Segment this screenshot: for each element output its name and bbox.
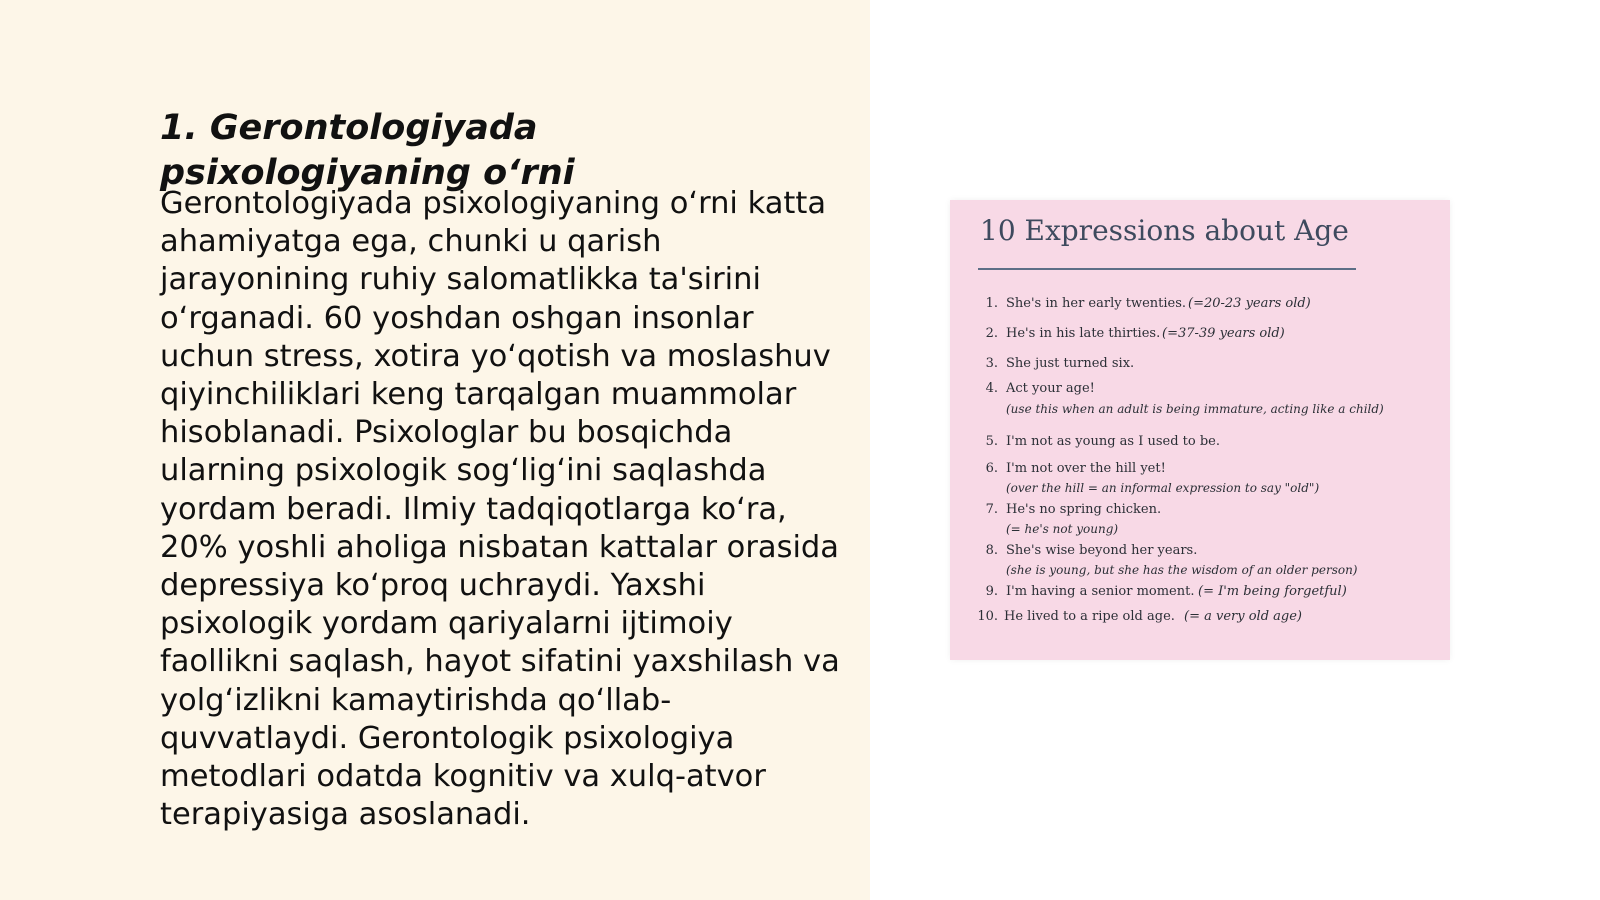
item-number: 6.: [985, 461, 998, 476]
slide-title: 1. Gerontologiyada psixologiyaning o‘rni: [160, 108, 575, 193]
item-text: I'm not as young as I used to be.: [1006, 434, 1220, 449]
item-text: He's in his late thirties.: [1006, 326, 1161, 341]
item-text: Act your age!: [1006, 381, 1095, 396]
item-note: (= I'm being forgetful): [1198, 584, 1347, 599]
item-note: (=20-23 years old): [1188, 296, 1311, 311]
item-number: 2.: [985, 326, 998, 341]
title-underline: [978, 268, 1356, 270]
item-text: She just turned six.: [1006, 356, 1135, 371]
item-text: I'm having a senior moment.: [1006, 584, 1195, 599]
item-number: 3.: [985, 356, 998, 371]
expressions-title: 10 Expressions about Age: [980, 214, 1349, 247]
item-text: She's in her early twenties.: [1006, 296, 1187, 311]
item-number: 4.: [985, 381, 998, 396]
item-note: (=37-39 years old): [1162, 326, 1285, 341]
item-number: 1.: [985, 296, 998, 311]
item-number: 8.: [985, 543, 998, 558]
item-number: 7.: [985, 502, 998, 517]
item-text: He's no spring chicken.: [1006, 502, 1162, 517]
item-number: 10.: [977, 609, 998, 624]
item-number: 9.: [985, 584, 998, 599]
item-number: 5.: [985, 434, 998, 449]
item-text: I'm not over the hill yet!: [1006, 461, 1166, 476]
item-note: (over the hill = an informal expression to say "old"): [1006, 481, 1320, 495]
item-text: He lived to a ripe old age.: [1004, 609, 1175, 624]
item-note: (use this when an adult is being immature, acting like a child): [1006, 402, 1384, 416]
item-note: (= a very old age): [1184, 609, 1302, 624]
expressions-image: [950, 200, 1450, 660]
item-text: She's wise beyond her years.: [1006, 543, 1198, 558]
item-note: (= he's not young): [1006, 522, 1119, 536]
body-paragraph: Gerontologiyada psixologiyaning o‘rni katta ahamiyatga ega, chunki u qarish jarayonining ruhiy salomatlikka ta'sirini o‘rganadi. 60 yoshdan oshgan insonlar uchun stress, xotira yo‘qotish va moslashuv qiyinchiliklari keng tarqalgan muammolar hisoblanadi. Psixologlar bu bosqichda ularning psixologik sog‘lig‘ini saqlashda yordam beradi. Ilmiy tadqiqotlarga ko‘ra, 20% yoshli aholiga nisbatan kattalar orasida depressiya ko‘proq uchraydi. Yaxshi psixologik yordam qariyalarni ijtimoiy faollikni saqlash, hayot sifatini yaxshilash va yolg‘izlikni kamaytirishda qo‘llab-quvvatlaydi. Gerontologik psixologiya metodlari odatda kognitiv va xulq-atvor terapiyasiga asoslanadi.: [160, 186, 840, 833]
item-note: (she is young, but she has the wisdom of an older person): [1006, 563, 1358, 577]
